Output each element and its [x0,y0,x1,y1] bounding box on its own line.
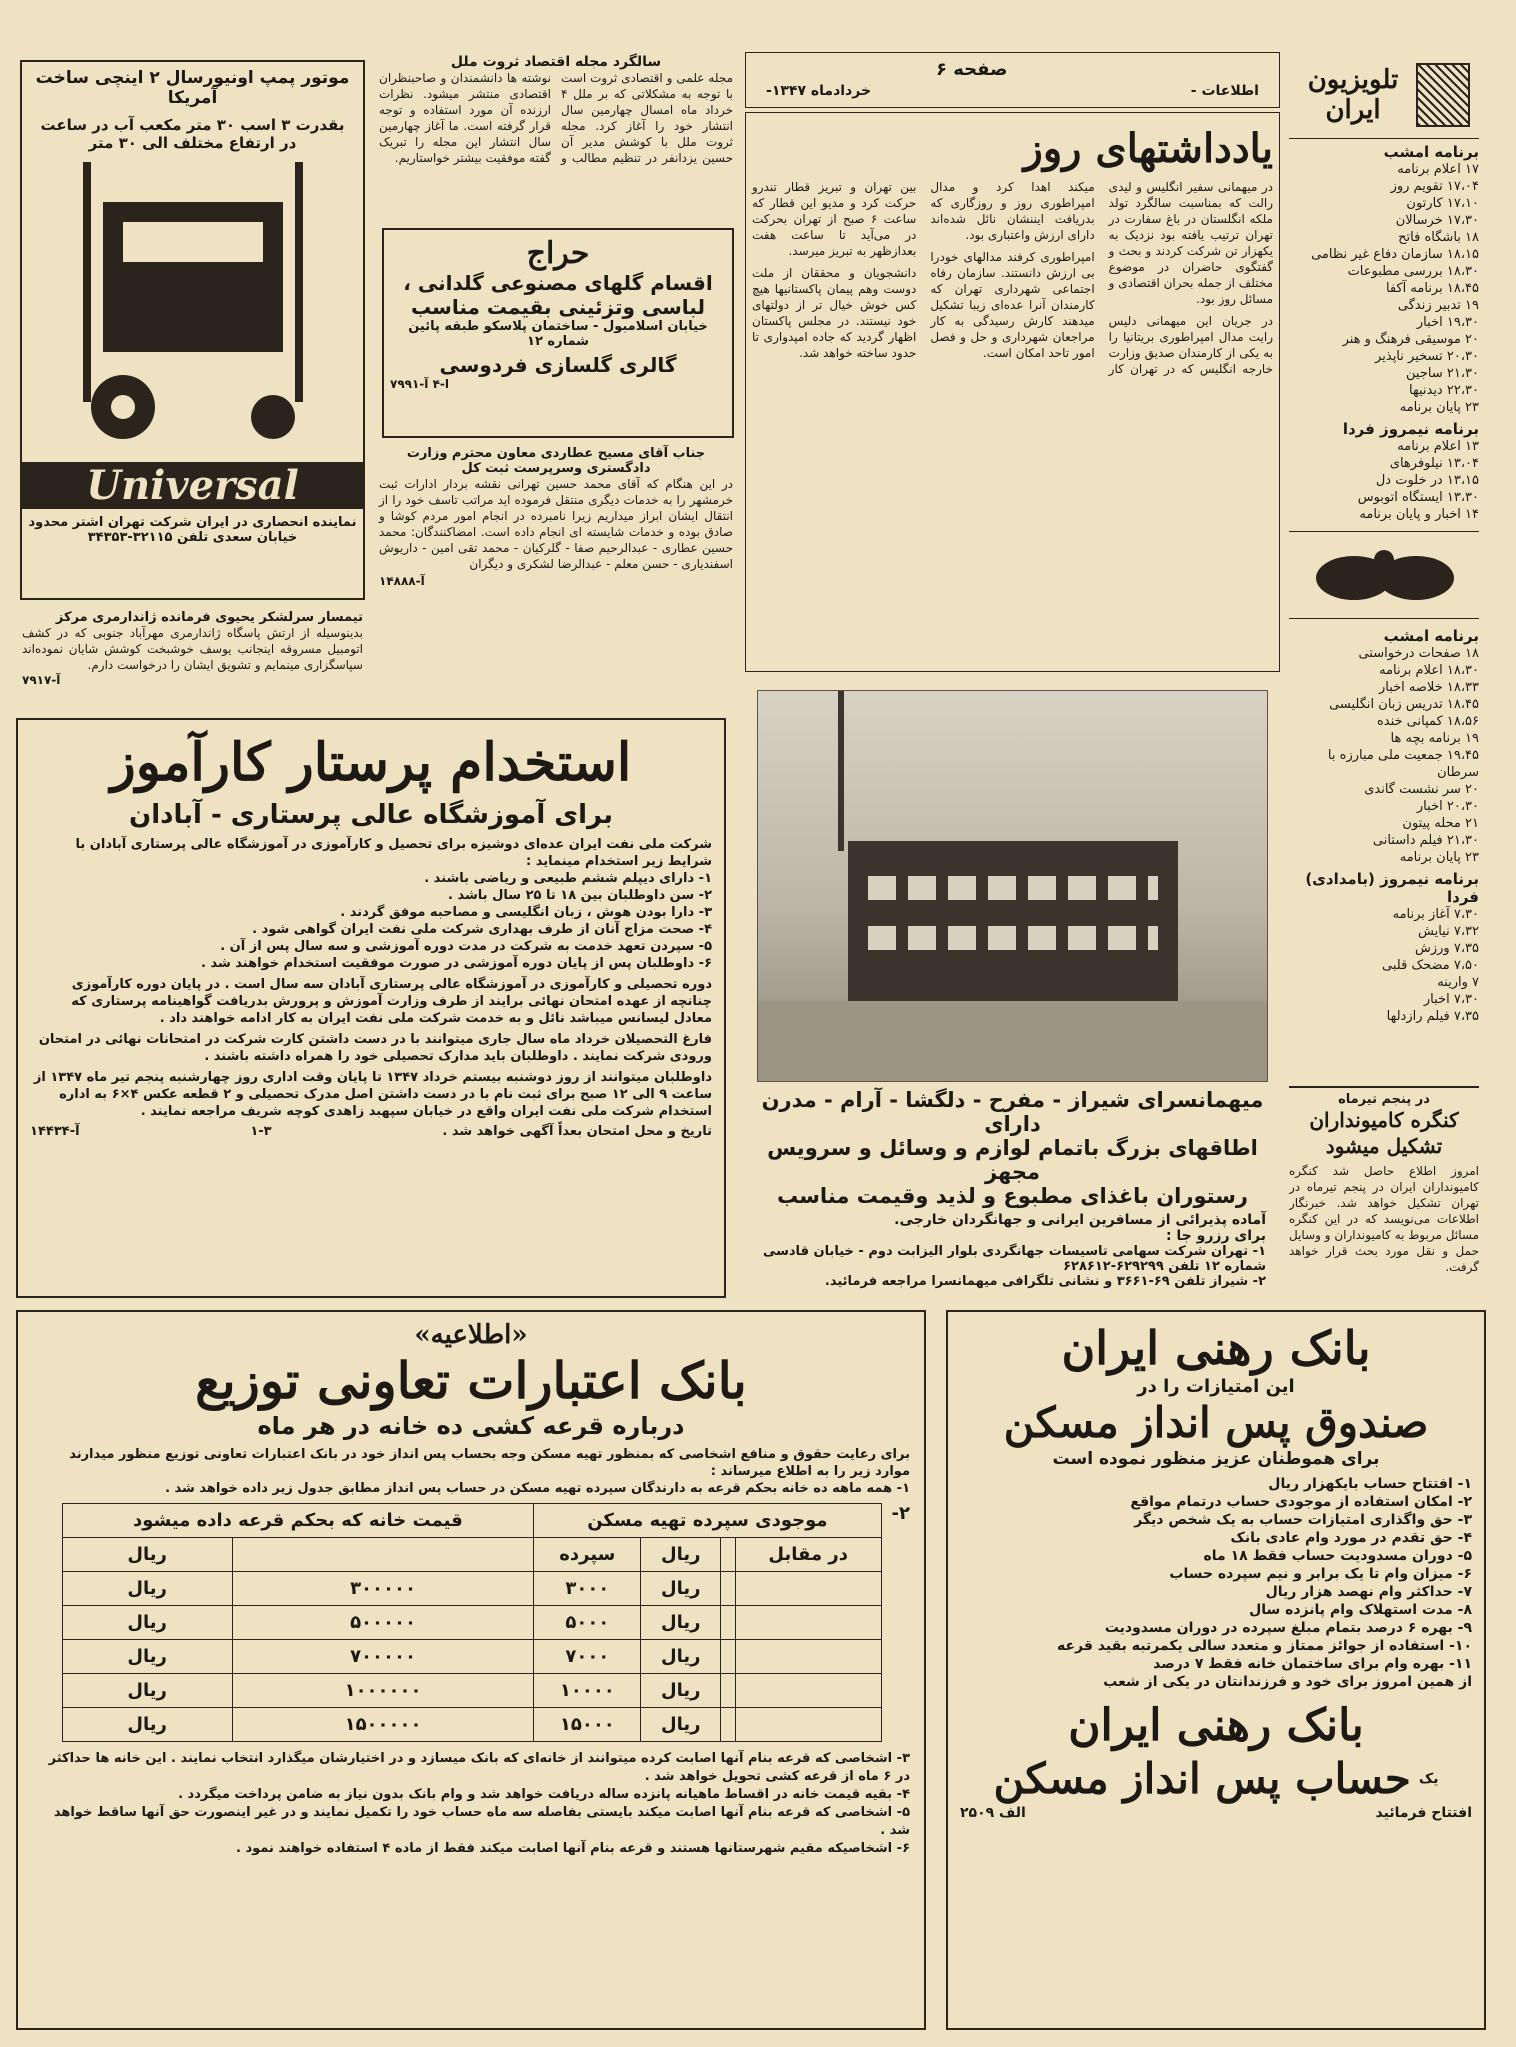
deposit-cell: ریال [641,1674,721,1708]
deposit-cell: ریال [62,1674,232,1708]
bank-benefit-item: ۲- امکان استفاده از موجودی حساب درتمام مواقع [1130,1494,1472,1510]
pump-ad: موتور پمپ اونیورسال ۲ اینچی ساخت آمریکا بقدرت ۳ اسب ۳۰ متر مکعب آب در ساعت در ارتفاع مختلف الی ۳۰ متر Universal نماینده انحصاری در ایران شرکت تهران اشتر محدود خیابان سعدی تلفن ۳۲۱۱۵-۳۴۳۵۳ [20,60,365,600]
tv-program-item: ۲۰،۳۰ تسخیر ناپذیر [1375,349,1479,364]
tv-program-item: ۲۳ پایان برنامه [1399,850,1479,865]
deposit-cell: ریال [62,1606,232,1640]
tv-program-item: ۱۴ اخبار و پایان برنامه [1359,507,1479,522]
tv-program-item: ۱۸،۴۵ برنامه آکفا [1385,281,1479,296]
tv-program-item: ۷،۳۲ نیایش [1418,924,1479,939]
notice-item: ۳- اشخاصی که قرعه بنام آنها اصابت کرده میتوانند از خانه‌ای که بانک میسازد و در اختیارشان میگذارد انتخاب نمایند . این خانه ها حداکثر در ۶ ماه از قرعه کشی تحویل خواهد شد . [48,1751,910,1784]
notice-items [32,1750,910,1858]
bank-benefit-item: ۹- بهره ۶ درصد بتمام مبلغ سپرده در دوران مسدودیت [1104,1620,1472,1636]
tv-tomorrow-title: برنامه نیمروز فردا [1342,420,1479,438]
pump-illustration [63,162,323,452]
tv-program-item: ۷،۳۰ آغاز برنامه [1392,907,1479,922]
tv-program-item: ۱۷،۳۰ خرسالان [1395,213,1479,228]
tv-tomorrow-list [1289,438,1479,523]
deposit-cell: ۵۰۰۰۰۰ [232,1606,534,1640]
tv-program-item: ۱۷،۱۰ کارتون [1406,196,1479,211]
hotel-caption-3: رستوران باغذای مطبوع و لذید وقیمت مناسب [777,1184,1248,1208]
cooperative-bank-notice: «اطلاعیه» بانک اعتبارات تعاونی توزیع درباره قرعه کشی ده خانه در هر ماه برای رعایت حقوق و منافع اشخاصی که بمنظور تهیه مسکن وجه بحساب پس انداز خود در بانک اعتبارات تعاونی توزیع منظور میدارند موارد زیر را به اطلاع میرساند : ۱- همه ماهه ده خانه بحکم قرعه به دارندگان سپرده تهیه مسکن در حساب پس انداز مطابق جدول زیر داده خواهد شد . ۲- موجودی سپرده تهیه مسکن قیمت خانه که بحکم قرعه داده میشود در مقابل ریال سپرده ریال ریال ۳۰۰۰ ۳۰۰۰۰۰ ریال ریال ۵۰۰۰ ۵۰۰۰۰۰ ریال ریال ۷۰۰۰ ۷۰۰۰۰۰ ریال ریال ۱۰۰۰۰ ۱۰۰۰۰۰۰ ریال ریال ۱۵۰۰۰ ۱۵۰۰۰۰۰ ریال ۳- اشخاصی که قرعه بنام آنها اصابت کرده میتوانند از خانه‌ای که بانک میسازد و در اختیارشان میگذارد انتخاب نمایند . این خانه ها حداکثر در ۶ ماه از قرعه کشی تحویل خواهد شد . ۴- بقیه قیمت خانه در اقساط ماهیانه پانزده ساله دریافت خواهد شد و وام بانک بدون نیاز به ضامن پرداخت میگردد . ۵- اشخاصی که قرعه بنام آنها اصابت میکند بایستی بفاصله سه ماه حساب خود را تکمیل نمایند و در غیر اینصورت حق آنها ساقط خواهد شد . ۶- اشخاصیکه مقیم شهرستانها هستند و قرعه بنام آنها اصابت میکند فقط از ماده ۴ استفاده خواهند نمود . [16,1310,926,2030]
page-header [745,52,1280,108]
deposit-cell [721,1606,736,1640]
deposit-cell [735,1606,881,1640]
deposit-cell: ۷۰۰۰۰۰ [232,1640,534,1674]
issue-date: خردادماه ۱۳۴۷- [766,83,872,99]
tv-program-item: ۲۲،۳۰ دیدنیها [1409,383,1479,398]
mortgage-bank-ad: بانک رهنی ایران این امتیازات را در صندوق پس انداز مسکن برای هموطنان عزیز منظور نموده است ۱- افتتاح حساب بایکهزار ریال ۲- امکان استفاده از موجودی حساب درتمام مواقع ۳- حق واگذاری امتیازات حساب به یک شخص دیگر ۴- حق تقدم در مورد وام عادی بانک ۵- دوران مسدودیت حساب فقط ۱۸ ماه ۶- میزان وام تا یک برابر و نیم سپرده حساب ۷- حداکثر وام نهصد هزار ریال ۸- مدت استهلاک وام پانزده سال ۹- بهره ۶ درصد بتمام مبلغ سپرده در دوران مسدودیت ۱۰- استفاده از جوائز ممتاز و متعدد سالی یکمرتبه بقید قرعه ۱۱- بهره وام برای ساختمان خانه فقط ۷ درصد از همین امروز برای خود و فرزندانتان در یکی از شعب بانک رهنی ایران یک حساب پس انداز مسکن افتتاح فرمائید الف ۲۵۰۹ [946,1310,1486,2030]
deposit-cell: ۱۰۰۰۰۰۰ [232,1674,534,1708]
hotel-caption-1: میهمانسرای شیراز - مفرح - دلگشا - آرام - مدرن دارای [761,1088,1264,1136]
deposit-cell: ۳۰۰۰ [534,1572,641,1606]
tv-program-item: ۱۸،۱۵ سازمان دفاع غیر نظامی [1311,247,1479,262]
nurse-requirement-item: ۲- سن داوطلبان بین ۱۸ تا ۲۵ سال باشد . [448,888,712,903]
nurse-requirement-item: ۴- صحت مزاج آنان از طرف بهداری شرکت ملی نفت ایران گواهی شود . [252,922,712,937]
tv-morning-title: برنامه نیمروز (بامدادی) فردا [1305,870,1479,906]
hotel-photo [757,690,1268,1082]
tv-program-item: ۱۹ برنامه بچه ها [1390,731,1479,746]
bank-benefit-item: ۳- حق واگذاری امتیازات حساب به یک شخص دیگر [1134,1512,1472,1528]
deposit-cell: ۳۰۰۰۰۰ [232,1572,534,1606]
magazine-article: سالگرد مجله اقتصاد ثروت ملل مجله علمی و اقتصادی ثروت است با توجه به مشکلاتی که بر ملل ۴ خرداد ماه امسال چهارمین سال انتشار خود را آغاز کرد. مجله ثروت ملل با کوشش مدیر آن حسین یزدانفر در تنظیم مطالب و نوشته ها دانشمندان و صاحبنظران اقتصادی منتشر میشود. نظرات ارزنده آن مورد استفاده و توجه قرار گرفته است. ما آغاز چهارمین سال انتشار این مجله را تبریک گفته موفقیت بیشتر خواستاریم. [379,54,733,165]
tv-program-item: ۱۸،۳۳ خلاصه اخبار [1378,680,1479,695]
nurse-requirement-item: ۶- داوطلبان پس از پایان دوره آموزشی در صورت موفقیت استخدام خواهند شد . [200,956,712,971]
hotel-ad: میهمانسرای شیراز - مفرح - دلگشا - آرام - مدرن دارای اطاقهای بزرگ باتمام لوازم و وسائل و سرویس مجهز رستوران باغذای مطبوع و لذید وقیمت مناسب آماده پذیرائی از مسافرین ایرانی و جهانگردان خارجی. برای رزرو جا : ۱- تهران شرکت سهامی تاسیسات جهانگردی بلوار الیزابت دوم - خیابان قادسی شماره ۱۲ تلفن ۶۲۹۲۹۹-۶۲۸۶۱۲ ۲- شیراز تلفن ۶۹-۳۶۶۱ و نشانی تلگرافی میهمانسرا مراجعه فرمائید. [745,680,1280,1290]
deposit-cell [721,1708,736,1742]
tv-program-item: ۲۰ موسیقی فرهنگ و هنر [1342,332,1479,347]
deposit-cell: ریال [62,1708,232,1742]
tv-morning-list [1289,906,1479,1025]
tv-tonight2-list [1289,645,1479,866]
bank-benefit-item: ۸- مدت استهلاک وام پانزده سال [1249,1602,1472,1618]
tv-program-item: ۲۳ پایان برنامه [1399,400,1479,415]
deposit-cell: ریال [641,1708,721,1742]
tv-program-item: ۱۳ اعلام برنامه [1397,439,1479,454]
deposit-row [62,1572,881,1606]
bank-benefit-item: ۱- افتتاح حساب بایکهزار ریال [1268,1476,1472,1492]
bank-benefit-item: ۴- حق تقدم در مورد وام عادی بانک [1230,1530,1472,1546]
tv-program-item: ۱۹،۴۵ جمعیت ملی مبارزه با سرطان [1327,748,1479,780]
deposit-cell [735,1674,881,1708]
deposit-cell [721,1674,736,1708]
deposit-cell: ریال [641,1606,721,1640]
deposit-row [62,1606,881,1640]
tv-program-item: ۷،۳۵ فیلم رازدلها [1386,1009,1479,1024]
tv-program-item: ۱۸ صفحات درخواستی [1358,646,1479,661]
deposit-cell: ۱۵۰۰۰۰۰ [232,1708,534,1742]
notice-item: ۵- اشخاصی که قرعه بنام آنها اصابت میکند بایستی بفاصله سه ماه حساب خود را تکمیل نمایند و در غیر اینصورت حق آنها ساقط خواهد شد . [53,1805,910,1838]
bank-benefit-item: از همین امروز برای خود و فرزندانتان در یکی از شعب [1103,1674,1472,1690]
tv-program-item: ۱۷ اعلام برنامه [1397,162,1479,177]
tv-program-item: ۲۱،۳۰ فیلم داستانی [1372,833,1479,848]
nurse-requirements [30,870,712,972]
tv-program-item: ۱۳،۰۴ نیلوفرهای [1389,456,1479,471]
deposit-cell: ۵۰۰۰ [534,1606,641,1640]
notice-item: ۴- بقیه قیمت خانه در اقساط ماهیانه پانزده ساله دریافت خواهد شد و وام بانک بدون نیاز به ضامن پرداخت میگردد . [178,1787,910,1802]
tv-program-item: ۱۸،۳۰ بررسی مطبوعات [1347,264,1479,279]
tv-tonight-title: برنامه امشب [1383,143,1479,161]
deposit-cell: ۱۵۰۰۰ [534,1708,641,1742]
bank-title: بانک رهنی ایران [1061,1321,1371,1375]
bank-benefits [960,1475,1472,1691]
tv-program-item: ۱۹ تدبیر زندگی [1397,298,1479,313]
brand-logo: Universal [22,462,363,509]
tv-program-item: ۷،۳۰ اخبار [1423,992,1479,1007]
tv-program-item: ۲۱،۳۰ ساجین [1406,366,1479,381]
deposit-cell: ریال [62,1572,232,1606]
bank-benefit-item: ۷- حداکثر وام نهصد هزار ریال [1265,1584,1472,1600]
tv-tonight2-title: برنامه امشب [1383,627,1479,645]
daily-notes-column [745,112,1280,672]
page-label: صفحه ۶ [936,59,1008,80]
nurse-title: استخدام پرستار کارآموز [110,732,632,793]
deposit-row [62,1674,881,1708]
tv-program-item: ۱۷،۰۴ تقویم روز [1390,179,1479,194]
column-title: یادداشتهای روز [1023,125,1273,172]
congress-article: در پنجم تیرماه کنگره کامیونداران تشکیل میشود امروز اطلاع حاصل شد کنگره کامیونداران ایران در پنجم تیرماه در تهران تشکیل خواهد شد. خبرنگار اطلاعات می‌نویسد که در این کنگره مسائل مربوط به کامیونداران و وسایل حمل و نقل مورد بحث قرار خواهد گرفت. [1289,1086,1479,1302]
gendarmerie-thanks: تیمسار سرلشکر یحیوی فرمانده ژاندارمری مرکز بدینوسیله از ارتش پاسگاه ژاندارمری مهرآباد جنوبی که در کشف اتومبیل مسروقه اینجانب یوسف خوشبخت کوشش شایان نموده‌اند سپاسگزاری مینمایم و تشویق ایشان را درخواست دارم. آ-۷۹۱۷ [22,610,363,687]
tv-program-item: ۱۳،۳۰ ایستگاه اتوبوس [1357,490,1479,505]
nurse-requirement-item: ۳- دارا بودن هوش ، زبان انگلیسی و مصاحبه موفق گردند . [340,905,712,920]
tv-logo: تلویزیون ایران [1289,52,1479,139]
bank-benefit-item: ۱۱- بهره وام برای ساختمان خانه فقط ۷ درصد [1153,1656,1472,1672]
tv-program-item: ۷،۳۵ ورزش [1415,941,1479,956]
notice-title: بانک اعتبارات تعاونی توزیع [195,1351,747,1410]
tv-program-item: ۱۸،۳۰ اعلام برنامه [1379,663,1479,678]
nurse-recruitment-ad: استخدام پرستار کارآموز برای آموزشگاه عالی پرستاری - آبادان شرکت ملی نفت ایران عده‌ای دوشیزه برای تحصیل و کارآموزی در آموزشگاه عالی پرستاری آبادان با شرایط زیر استخدام مینماید : ۱- دارای دیپلم ششم طبیعی و ریاضی باشند . ۲- سن داوطلبان بین ۱۸ تا ۲۵ سال باشد . ۳- دارا بودن هوش ، زبان انگلیسی و مصاحبه موفق گردند . ۴- صحت مزاج آنان از طرف بهداری شرکت ملی نفت ایران گواهی شود . ۵- سپردن تعهد خدمت به شرکت در مدت دوره آموزشی و سه سال پس از آن . ۶- داوطلبان پس از پایان دوره آموزشی در صورت موفقیت استخدام خواهند شد . دوره تحصیلی و کارآموزی در آموزشگاه عالی پرستاری آبادان سه سال است . در پایان دوره کارآموزی چنانچه از عهده امتحان نهائی برایند از طرف وزارت آموزش و پرورش بدریافت گواهینامه پرستاری که معادل لیسانس میباشد نائل و به خدمت شرکت ملی نفت ایران به کار ادامه خواهند داد . فارغ التحصیلان خرداد ماه سال جاری میتوانند با در دست داشتن کارت شرکت در امتحانات نهائی در امتحان ورودی شرکت نمایند . داوطلبان باید مدارک تحصیلی خود را همراه داشته باشند . داوطلبان میتوانند از روز دوشنبه بیستم خرداد ۱۳۴۷ تا پایان وقت اداری روز چهارشنبه پنجم تیر ماه ۱۳۴۷ از ساعت ۹ الی ۱۲ صبح برای ثبت نام با در دست داشتن اصل مدرک تحصیلی و ۲ قطعه عکس ۴×۶ به اداره استخدام شرکت ملی نفت ایران واقع در خیابان سپهبد زاهدی کوچه شریف مراجعه نمایند . تاریخ و محل امتحان بعداً آگهی خواهد شد . ۱-۳ آ-۱۴۴۳۴ [16,718,726,1298]
tv-program-item: ۱۹،۳۰ اخبار [1416,315,1479,330]
tv-program-item: ۲۰،۳۰ اخبار [1416,799,1479,814]
tv-emblem-icon [1416,63,1470,127]
deposit-cell [721,1640,736,1674]
deposit-cell: ۷۰۰۰ [534,1640,641,1674]
paper-name: اطلاعات - [1190,83,1259,99]
tv-program-item: ۱۸ باشگاه فاتح [1398,230,1479,245]
auction-ad: حراج اقسام گلهای مصنوعی گلدانی ، لباسی وتزئینی بقیمت مناسب خیابان اسلامبول - ساختمان پلاسکو طبقه پائین شماره ۱۲ گالری گلسازی فردوسی ا-۴ آ-۷۹۹۱ [382,228,734,438]
column-body: در میهمانی سفیر انگلیس و لیدی رالت که بمناسبت سالگرد تولد ملکه انگلستان در باغ سفارت در تهران ترتیب یافته بود نزدیک به یکهزار تن شرکت کردند و بحث و گفتگوی حاضران در موضوع مختلف از جمله بحران اقتصادی و مسائل روز بود. در جریان این میهمانی دلیس رایت مدال امپراطوری بریتانیا را به یکی از کارمندان صدیق وزارت خارجه انگلیس که در تهران کار میکند اهدا کرد و مدال امپراطوری روز و روزگاری که بدریافت ایننشان نائل شده‌اند دارای ارزش واعتباری بود. امپراطوری کرفند مدالهای خودرا بی ارزش دانستند. سازمان رفاه اجتماعی شهرداری تهران که کارمندان آنرا عده‌ای زیبا تشکیل میدهند کارش رسیدگی به کار مراجعان شهرداری و حل و فصل امور تاحد امکان است. بین تهران و تبریز قطار تندرو حرکت کرد و مدیو این قطار که ساعت ۶ صبح از تهران بحرکت در می‌آید تا ساعت هفت بعدازظهر به تبریز میرسد. دانشجویان و محققان از ملت دوست وهم پیمان پاکستانیها هیچ کس خوش خیال تر از دولتهای خود نیستند. در مجلس پاکستان اظهار گردید که جاده امپدواری تا حدود ساخته خواهد شد. [752,180,1273,376]
tv-program-item: ۷،۵۰ مضحک قلبی [1382,958,1479,973]
deposit-cell: ۱۰۰۰۰ [534,1674,641,1708]
notice-item: ۶- اشخاصیکه مقیم شهرستانها هستند و قرعه بنام آنها اصابت میکند فقط از ماده ۴ استفاده خواهند نمود . [235,1841,910,1856]
bank-benefit-item: ۵- دوران مسدودیت حساب فقط ۱۸ ماه [1203,1548,1472,1564]
bank-benefit-item: ۶- میزان وام تا یک برابر و نیم سپرده حساب [1169,1566,1472,1582]
tv-program-item: ۲۱ محله پیتون [1402,816,1479,831]
tv-program-item: ۱۳،۱۵ در خلوت دل [1375,473,1479,488]
thanks-notice: جناب آقای مسیح عطاردی معاون محترم وزارت دادگستری وسرپرست ثبت کل در این هنگام که آقای محمد حسین تهرانی نقشه بردار ادارات ثبت خرمشهر را به خدمات دیگری منتقل فرموده اید مراتب تاسف خود را از انتقال ایشان ابراز میداریم زیرا نامبرده در انجام امور مردم کوشا و صادق بوده و خدمات شایسته ای انجام داده است. امضاکنندگان: محمد حسین عطاری - عبدالرحیم صفا - گلرکیان - محمد تقی امین - داریوش اسفندیاری - حسن معلم - عبدالرضا لشکری و دیگران آ-۱۴۸۸۸ [379,446,733,588]
nurse-requirement-item: ۱- دارای دیپلم ششم طبیعی و ریاضی باشند . [424,871,712,886]
tv-ornament [1289,531,1479,619]
hotel-caption-2: اطاقهای بزرگ باتمام لوازم و وسائل و سرویس مجهز [767,1136,1258,1184]
deposit-cell [735,1572,881,1606]
deposit-row [62,1640,881,1674]
lion-ornament-icon [1304,540,1464,610]
building-image [848,841,1178,1001]
tv-program-item: ۷ وارینه [1437,975,1479,990]
deposit-cell: ریال [62,1640,232,1674]
deposit-row [62,1708,881,1742]
bank-benefit-item: ۱۰- استفاده از جوائز ممتاز و متعدد سالی یکمرتبه بقید قرعه [1056,1638,1472,1654]
deposit-cell: ریال [641,1572,721,1606]
deposit-table: موجودی سپرده تهیه مسکن قیمت خانه که بحکم قرعه داده میشود در مقابل ریال سپرده ریال ریال ۳۰۰۰ ۳۰۰۰۰۰ ریال ریال ۵۰۰۰ ۵۰۰۰۰۰ ریال ریال ۷۰۰۰ ۷۰۰۰۰۰ ریال ریال ۱۰۰۰۰ ۱۰۰۰۰۰۰ ریال ریال ۱۵۰۰۰ ۱۵۰۰۰۰۰ ریال [62,1503,882,1742]
deposit-cell [721,1572,736,1606]
nurse-requirement-item: ۵- سپردن تعهد خدمت به شرکت در مدت دوره آموزشی و سه سال پس از آن . [220,939,712,954]
tv-program-item: ۱۸،۴۵ تدریس زبان انگلیسی [1329,697,1479,712]
tv-program-item: ۲۰ سر نشست گاندی [1364,782,1479,797]
deposit-cell [735,1708,881,1742]
deposit-cell [735,1640,881,1674]
deposit-cell: ریال [641,1640,721,1674]
pump-icon [63,162,323,452]
tv-tonight-list [1289,161,1479,416]
tv-program-item: ۱۸،۵۶ کمپانی خنده [1376,714,1479,729]
